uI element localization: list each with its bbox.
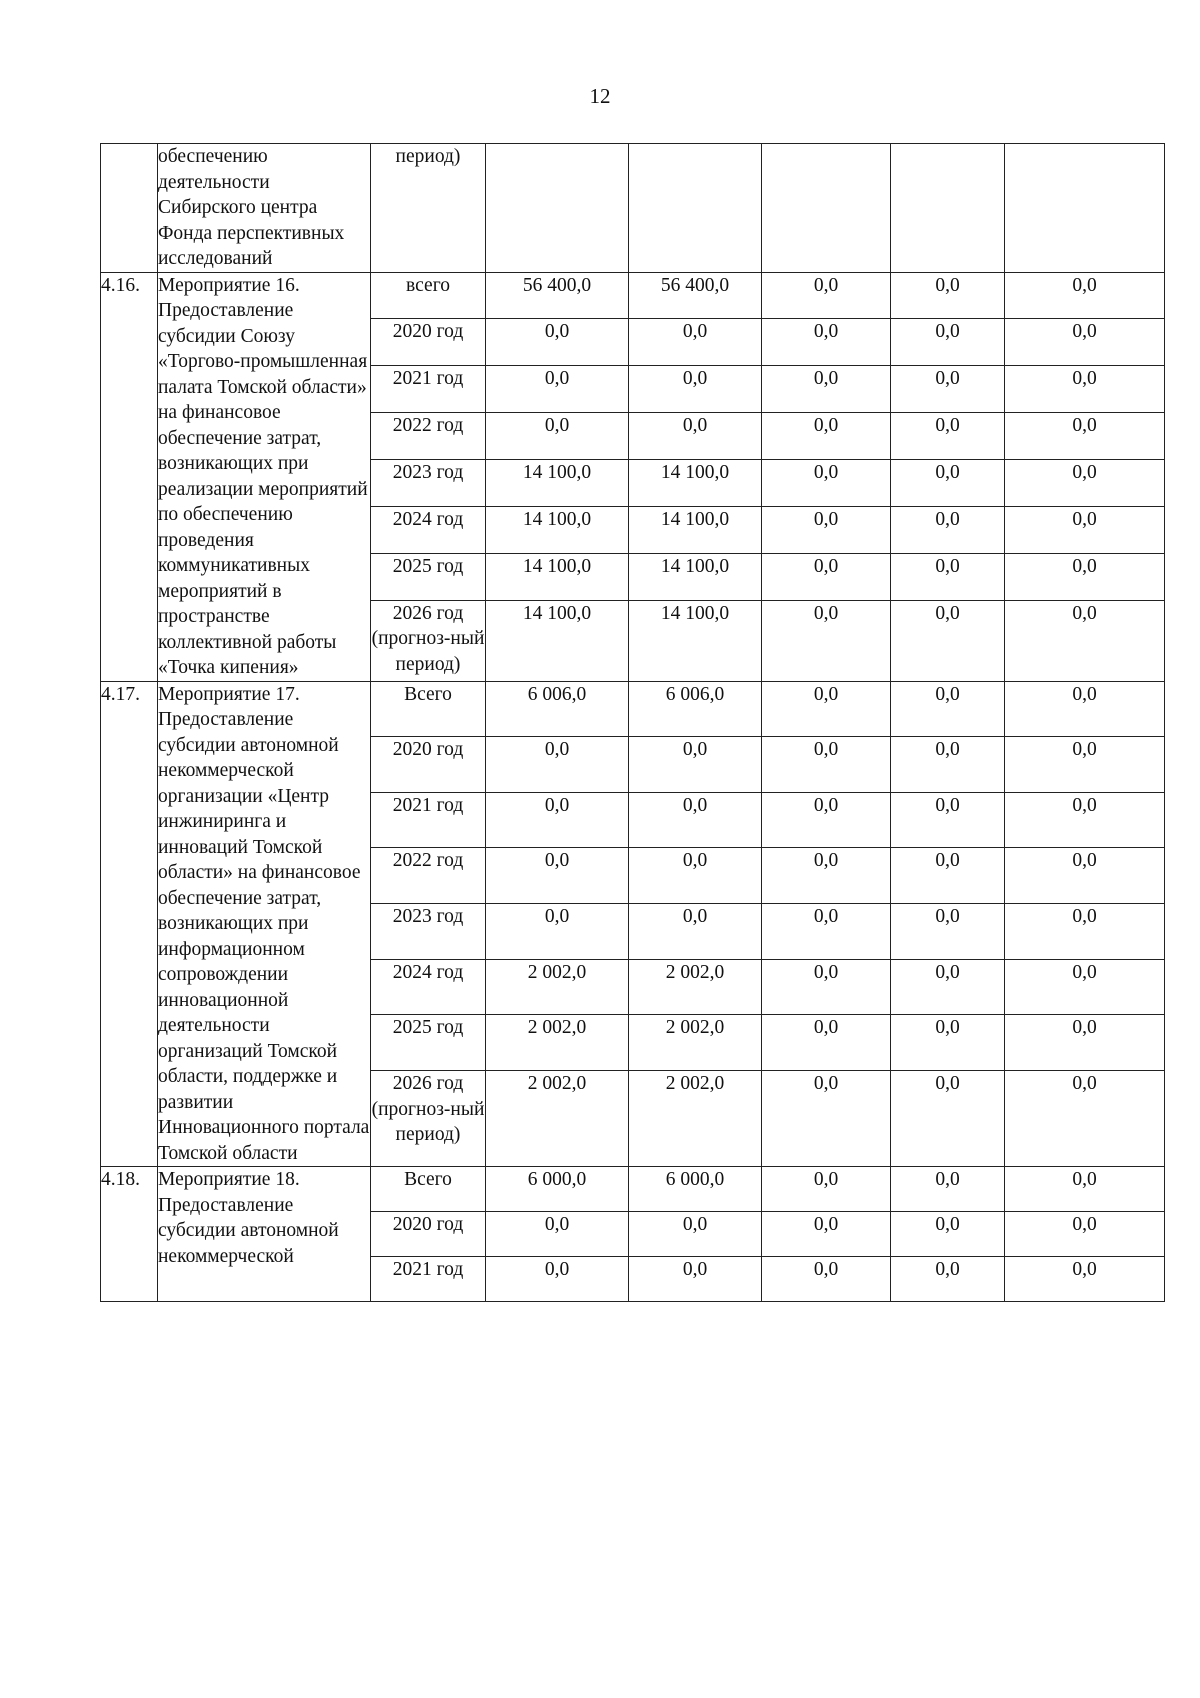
- measure-description: Мероприятие 18. Предоставление субсидии автономной некоммерческой: [158, 1167, 371, 1302]
- value-cell: 2 002,0: [629, 1015, 762, 1071]
- value-cell: 0,0: [1005, 1015, 1165, 1071]
- value-cell: 0,0: [762, 366, 891, 413]
- value-cell: 2 002,0: [629, 1071, 762, 1167]
- value-cell: 6 000,0: [629, 1167, 762, 1212]
- value-cell: 0,0: [486, 366, 629, 413]
- value-cell: 0,0: [891, 366, 1005, 413]
- value-cell: 0,0: [762, 792, 891, 848]
- period-cell: всего: [371, 272, 486, 319]
- value-cell: 14 100,0: [629, 506, 762, 553]
- value-cell: 0,0: [891, 681, 1005, 737]
- value-cell: 0,0: [486, 904, 629, 960]
- value-cell: 56 400,0: [486, 272, 629, 319]
- value-cell: [891, 144, 1005, 273]
- period-cell: 2021 год: [371, 366, 486, 413]
- value-cell: 0,0: [486, 737, 629, 793]
- value-cell: 0,0: [486, 848, 629, 904]
- value-cell: 0,0: [1005, 460, 1165, 507]
- table-row: [101, 681, 1165, 737]
- period-cell: 2022 год: [371, 413, 486, 460]
- table-row-continuation: [101, 144, 1165, 273]
- measure-number: 4.17.: [101, 681, 158, 1167]
- value-cell: 0,0: [629, 319, 762, 366]
- value-cell: 0,0: [891, 792, 1005, 848]
- value-cell: 0,0: [891, 413, 1005, 460]
- value-cell: 0,0: [762, 460, 891, 507]
- value-cell: 0,0: [1005, 904, 1165, 960]
- value-cell: 0,0: [891, 600, 1005, 681]
- value-cell: 2 002,0: [486, 1071, 629, 1167]
- value-cell: 0,0: [891, 737, 1005, 793]
- measure-number: 4.18.: [101, 1167, 158, 1302]
- value-cell: 0,0: [1005, 319, 1165, 366]
- measure-description: Мероприятие 16. Предоставление субсидии Союзу «Торгово-промышленная палата Томской области» на финансовое обеспечение затрат, возникающих при реализации мероприятий по обеспечению проведения коммуникативных мероприятий в пространстве коллективной работы «Точка кипения»: [158, 272, 371, 681]
- value-cell: 0,0: [762, 413, 891, 460]
- table-row: [101, 272, 1165, 319]
- value-cell: 14 100,0: [486, 460, 629, 507]
- measure-description: обеспечению деятельности Сибирского центра Фонда перспективных исследований: [158, 144, 371, 273]
- period-cell: 2021 год: [371, 792, 486, 848]
- value-cell: 6 000,0: [486, 1167, 629, 1212]
- period-cell: период): [371, 144, 486, 273]
- value-cell: 0,0: [891, 272, 1005, 319]
- value-cell: 0,0: [762, 1167, 891, 1212]
- value-cell: 2 002,0: [629, 959, 762, 1015]
- value-cell: [629, 144, 762, 273]
- table-body: [101, 144, 1165, 1302]
- value-cell: 0,0: [762, 1015, 891, 1071]
- value-cell: 0,0: [762, 506, 891, 553]
- value-cell: 14 100,0: [629, 600, 762, 681]
- value-cell: 0,0: [891, 1212, 1005, 1257]
- value-cell: 0,0: [891, 1167, 1005, 1212]
- period-cell: Всего: [371, 1167, 486, 1212]
- value-cell: [1005, 144, 1165, 273]
- value-cell: 0,0: [762, 553, 891, 600]
- period-cell: 2020 год: [371, 1212, 486, 1257]
- period-cell: 2024 год: [371, 959, 486, 1015]
- value-cell: 0,0: [762, 1212, 891, 1257]
- value-cell: 0,0: [1005, 413, 1165, 460]
- period-cell: 2020 год: [371, 737, 486, 793]
- value-cell: 0,0: [486, 1212, 629, 1257]
- value-cell: 2 002,0: [486, 1015, 629, 1071]
- table-row: [101, 1167, 1165, 1212]
- value-cell: 0,0: [762, 1257, 891, 1302]
- value-cell: 0,0: [762, 904, 891, 960]
- value-cell: 0,0: [1005, 1212, 1165, 1257]
- value-cell: 0,0: [891, 553, 1005, 600]
- value-cell: 0,0: [1005, 366, 1165, 413]
- period-cell: 2024 год: [371, 506, 486, 553]
- value-cell: 0,0: [486, 792, 629, 848]
- value-cell: 0,0: [1005, 737, 1165, 793]
- measure-number: 4.16.: [101, 272, 158, 681]
- value-cell: 0,0: [486, 413, 629, 460]
- value-cell: 0,0: [891, 1015, 1005, 1071]
- period-cell: 2026 год (прогноз-ный период): [371, 1071, 486, 1167]
- value-cell: 0,0: [1005, 681, 1165, 737]
- page-number: 12: [589, 84, 611, 108]
- value-cell: 0,0: [1005, 848, 1165, 904]
- value-cell: 0,0: [629, 737, 762, 793]
- budget-table: [100, 143, 1165, 1302]
- value-cell: 2 002,0: [486, 959, 629, 1015]
- value-cell: 0,0: [1005, 1167, 1165, 1212]
- measure-description: Мероприятие 17. Предоставление субсидии автономной некоммерческой организации «Центр инжиниринга и инноваций Томской области» на финансовое обеспечение затрат, возникающих при информационном сопровождении инновационной деятельности организаций Томской области, поддержке и развитии Инновационного портала Томской области: [158, 681, 371, 1167]
- value-cell: 0,0: [891, 506, 1005, 553]
- value-cell: 56 400,0: [629, 272, 762, 319]
- value-cell: [762, 144, 891, 273]
- period-cell: 2026 год (прогноз-ный период): [371, 600, 486, 681]
- value-cell: 14 100,0: [629, 553, 762, 600]
- value-cell: 0,0: [1005, 553, 1165, 600]
- value-cell: 0,0: [762, 600, 891, 681]
- value-cell: [486, 144, 629, 273]
- value-cell: 14 100,0: [486, 553, 629, 600]
- value-cell: 0,0: [891, 319, 1005, 366]
- period-cell: 2025 год: [371, 1015, 486, 1071]
- value-cell: 0,0: [1005, 1257, 1165, 1302]
- value-cell: 0,0: [629, 792, 762, 848]
- value-cell: 0,0: [1005, 959, 1165, 1015]
- measure-number-cell: [101, 144, 158, 273]
- value-cell: 0,0: [1005, 272, 1165, 319]
- value-cell: 0,0: [891, 848, 1005, 904]
- value-cell: 0,0: [891, 460, 1005, 507]
- period-cell: 2023 год: [371, 460, 486, 507]
- value-cell: 6 006,0: [629, 681, 762, 737]
- value-cell: 0,0: [1005, 1071, 1165, 1167]
- value-cell: 0,0: [629, 1212, 762, 1257]
- value-cell: 14 100,0: [629, 460, 762, 507]
- value-cell: 0,0: [1005, 506, 1165, 553]
- value-cell: 0,0: [762, 319, 891, 366]
- value-cell: 0,0: [762, 848, 891, 904]
- value-cell: 0,0: [762, 959, 891, 1015]
- value-cell: 0,0: [629, 1257, 762, 1302]
- value-cell: 0,0: [891, 959, 1005, 1015]
- period-cell: 2025 год: [371, 553, 486, 600]
- value-cell: 14 100,0: [486, 506, 629, 553]
- period-cell: Всего: [371, 681, 486, 737]
- value-cell: 0,0: [891, 1257, 1005, 1302]
- value-cell: 0,0: [891, 904, 1005, 960]
- value-cell: 0,0: [762, 272, 891, 319]
- period-cell: 2021 год: [371, 1257, 486, 1302]
- value-cell: 14 100,0: [486, 600, 629, 681]
- value-cell: 0,0: [629, 366, 762, 413]
- value-cell: 0,0: [1005, 792, 1165, 848]
- value-cell: 0,0: [629, 904, 762, 960]
- value-cell: 0,0: [629, 413, 762, 460]
- value-cell: 0,0: [486, 1257, 629, 1302]
- value-cell: 0,0: [762, 737, 891, 793]
- period-cell: 2022 год: [371, 848, 486, 904]
- value-cell: 0,0: [486, 319, 629, 366]
- period-cell: 2023 год: [371, 904, 486, 960]
- value-cell: 0,0: [762, 1071, 891, 1167]
- value-cell: 0,0: [762, 681, 891, 737]
- value-cell: 0,0: [891, 1071, 1005, 1167]
- value-cell: 0,0: [1005, 600, 1165, 681]
- period-cell: 2020 год: [371, 319, 486, 366]
- value-cell: 0,0: [629, 848, 762, 904]
- value-cell: 6 006,0: [486, 681, 629, 737]
